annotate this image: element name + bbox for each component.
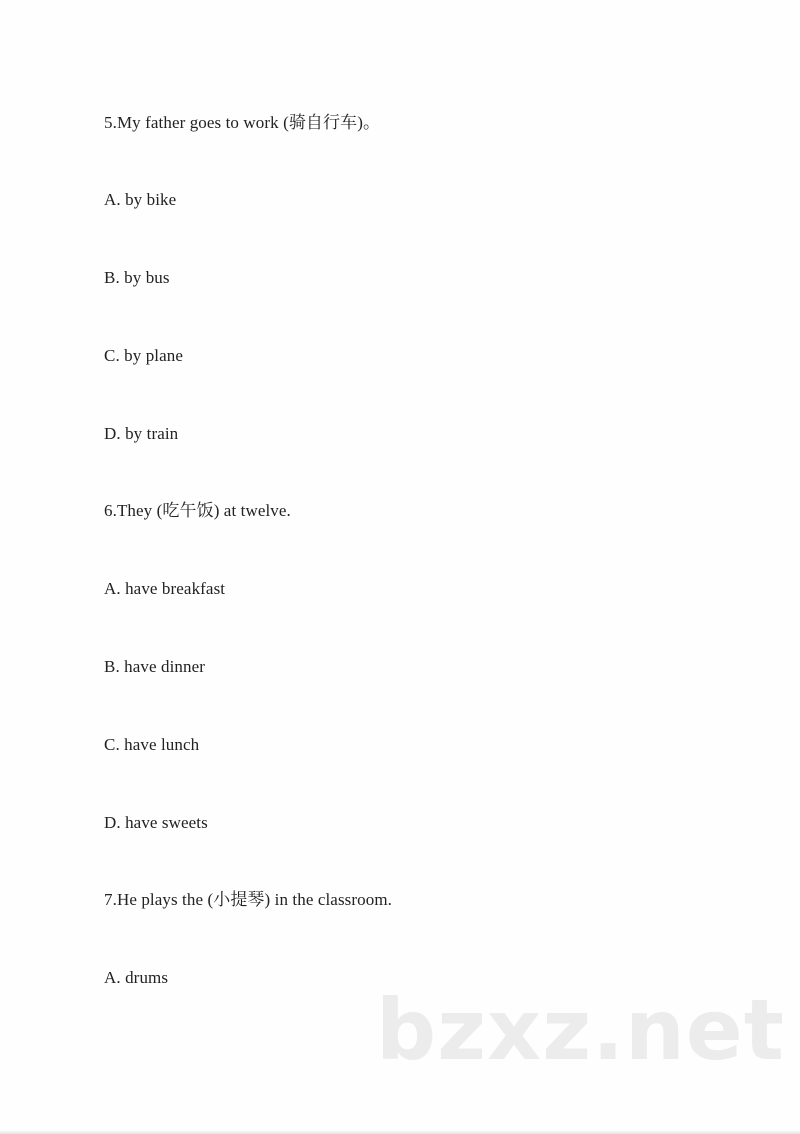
question-5-option-a: A. by bike <box>104 190 177 209</box>
question-5-text: 5.My father goes to work (骑自行车)。 <box>104 113 381 132</box>
question-7-text: 7.He plays the (小提琴) in the classroom. <box>104 890 393 909</box>
question-6-option-c: C. have lunch <box>104 735 200 754</box>
question-6-option-a: A. have breakfast <box>104 579 226 598</box>
question-5-option-c: C. by plane <box>104 346 184 365</box>
question-5-option-d: D. by train <box>104 424 179 443</box>
page-bottom-edge <box>0 1130 800 1134</box>
question-6-option-d: D. have sweets <box>104 813 208 832</box>
question-6-text: 6.They (吃午饭) at twelve. <box>104 501 291 520</box>
question-5-option-b: B. by bus <box>104 268 170 287</box>
question-6-option-b: B. have dinner <box>104 657 206 676</box>
watermark: bzxz.net <box>376 981 785 1079</box>
question-7-option-a: A. drums <box>104 968 169 987</box>
